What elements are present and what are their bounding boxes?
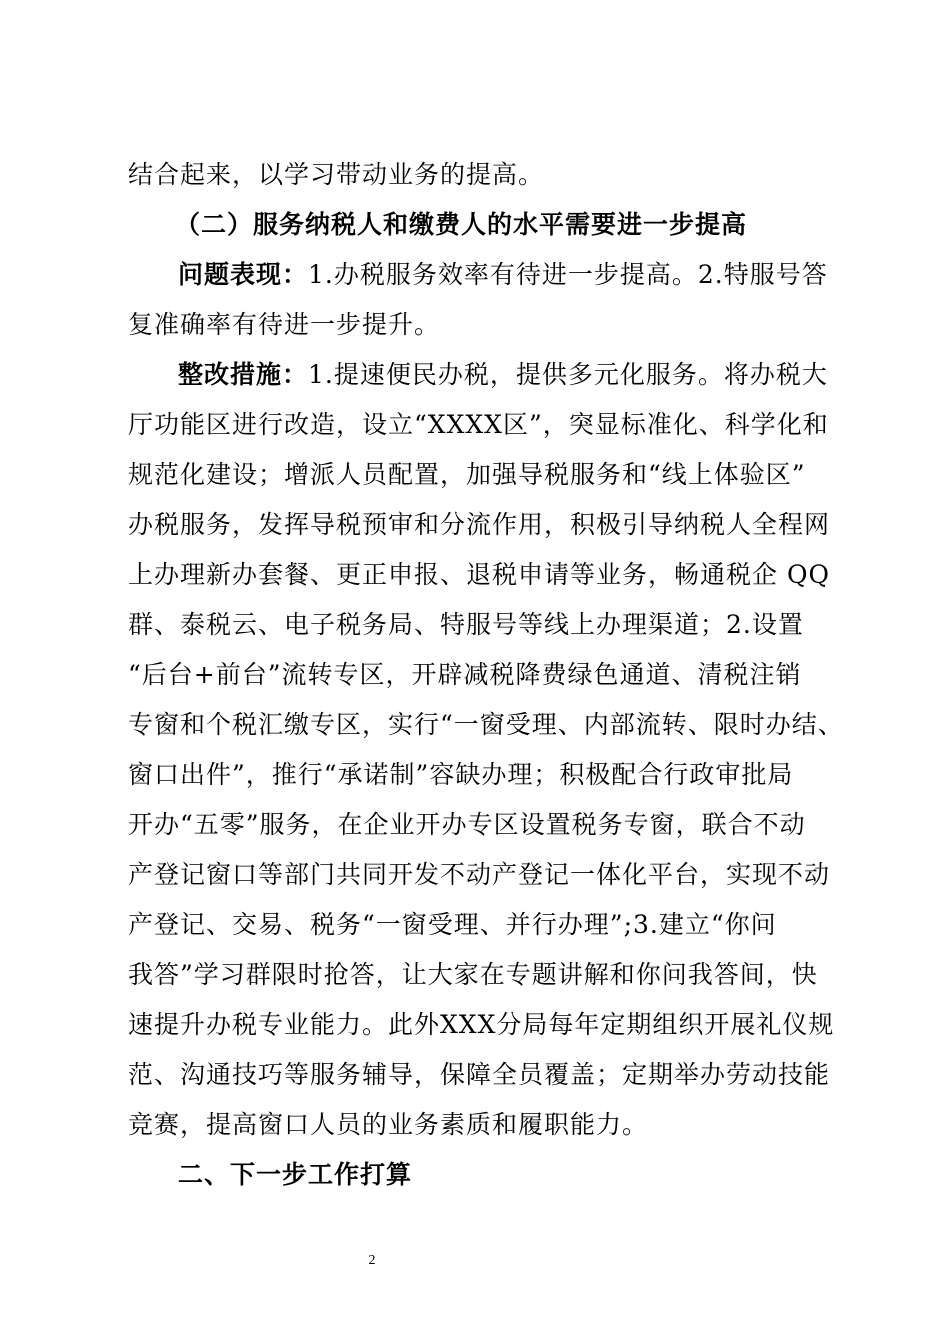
page-number: 2 [368, 1253, 376, 1268]
paragraph-line: 产登记窗口等部门共同开发不动产登记一体化平台，实现不动 [128, 860, 831, 889]
paragraph-line: 窗口出件”，推行“承诺制”容缺办理；积极配合行政审批局 [128, 760, 794, 789]
paragraph-line [178, 358, 828, 392]
paragraph-text: 1.提速便民办税，提供多元化服务。将办税大 [308, 360, 828, 389]
paragraph-line: 速提升办税专业能力。此外XXX分局每年定期组织开展礼仪规 [128, 1010, 835, 1039]
paragraph-line: 群、泰税云、电子税务局、特服号等线上办理渠道；2.设置 [128, 610, 804, 639]
paragraph-line: 竞赛，提高窗口人员的业务素质和履职能力。 [128, 1110, 649, 1139]
paragraph-line: 范、沟通技巧等服务辅导，保障全员覆盖；定期举办劳动技能 [128, 1060, 831, 1089]
paragraph-line: 结合起来，以学习带动业务的提高。 [128, 160, 545, 189]
paragraph-line: 上办理新办套餐、更正申报、退税申请等业务，畅通税企 QQ [128, 560, 830, 589]
section-heading: 二、下一步工作打算 [178, 1160, 413, 1189]
paragraph-line: 复准确率有待进一步提升。 [128, 310, 441, 339]
paragraph-line: 厅功能区进行改造，设立“XXXX区”，突显标准化、科学化和 [128, 410, 829, 439]
label-measures: 整改措施： [178, 360, 309, 389]
paragraph-line: 开办“五零”服务，在企业开办专区设置税务专窗，联合不动 [128, 810, 806, 839]
paragraph-line: 产登记、交易、税务“一窗受理、并行办理”;3.建立“你问 [128, 910, 777, 939]
paragraph-line [178, 258, 828, 292]
paragraph-line: 专窗和个税汇缴专区，实行“一窗受理、内部流转、限时办结、 [128, 710, 844, 739]
paragraph-line: 规范化建设；增派人员配置，加强导税服务和“线上体验区” [128, 460, 806, 489]
paragraph-line: 办税服务，发挥导税预审和分流作用，积极引导纳税人全程网 [128, 510, 831, 539]
section-heading: （二）服务纳税人和缴费人的水平需要进一步提高 [175, 210, 748, 239]
label-problem: 问题表现： [178, 260, 309, 289]
paragraph-line: 我答”学习群限时抢答，让大家在专题讲解和你问我答间，快 [128, 960, 818, 989]
paragraph-text: 1.办税服务效率有待进一步提高。2.特服号答 [308, 260, 828, 289]
paragraph-line: “后台+前台”流转专区，开辟减税降费绿色通道、清税注销 [128, 660, 802, 689]
